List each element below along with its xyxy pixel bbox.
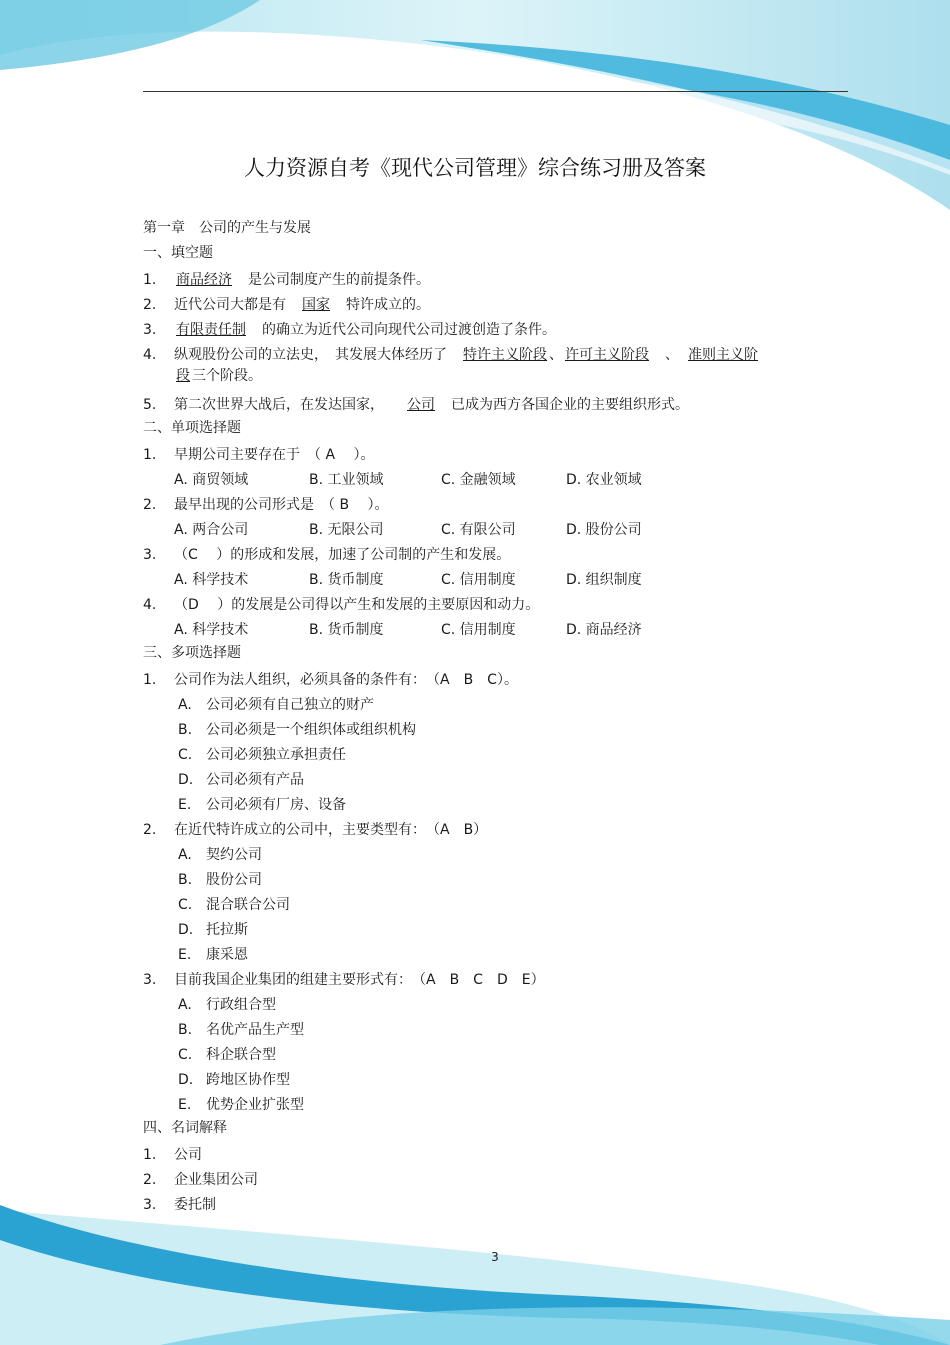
separator: 、 (665, 347, 672, 363)
option-d: D. 农业领域 (566, 472, 642, 488)
option-b: B. 货币制度 (309, 572, 384, 588)
term-text: 公司 (174, 1147, 202, 1163)
option-text: 康采恩 (206, 947, 248, 963)
option-letter: E. (178, 1097, 192, 1113)
option-letter: B. (178, 872, 193, 888)
answer-blank: 商品经济 (176, 272, 232, 288)
multi-option (143, 894, 853, 919)
page-title: 人力资源自考《现代公司管理》综合练习册及答案 (244, 156, 706, 180)
multi-option (143, 1019, 853, 1044)
answer-blank: 国家 (302, 297, 330, 313)
question-number: 3. (143, 322, 157, 338)
option-letter: A. (178, 997, 192, 1013)
option-letter: C. (178, 897, 193, 913)
option-text: 契约公司 (206, 847, 262, 863)
single-options-1 (143, 469, 853, 494)
option-text: 公司必须是一个组织体或组织机构 (206, 722, 416, 738)
single-question-1 (143, 444, 853, 469)
fill-question-5 (143, 394, 853, 419)
question-text: 纵观股份公司的立法史， 其发展大体经历了 (174, 347, 447, 363)
option-b: B. 工业领域 (309, 472, 384, 488)
multi-option (143, 844, 853, 869)
single-options-4 (143, 619, 853, 644)
question-text: （C ）的形成和发展，加速了公司制的产生和发展。 (174, 547, 511, 563)
question-text: 已成为西方各国企业的主要组织形式。 (451, 397, 689, 413)
question-text: 是公司制度产生的前提条件。 (248, 272, 430, 288)
answer-blank: 许可主义阶段 (565, 347, 649, 363)
question-number: 4. (143, 347, 157, 363)
option-text: 托拉斯 (206, 922, 248, 938)
question-text: 在近代特许成立的公司中，主要类型有： （A B） (174, 822, 488, 838)
option-a: A. 科学技术 (174, 622, 249, 638)
fill-question-1 (143, 269, 853, 294)
question-text: 第二次世界大战后，在发达国家， (174, 397, 377, 413)
question-number: 1. (143, 672, 157, 688)
multi-question-1 (143, 669, 853, 694)
option-text: 名优产品生产型 (206, 1022, 304, 1038)
option-a: A. 商贸领域 (174, 472, 249, 488)
term-item (143, 1169, 853, 1194)
option-d: D. 组织制度 (566, 572, 642, 588)
question-text: 特许成立的。 (346, 297, 430, 313)
question-number: 1. (143, 272, 157, 288)
multi-option (143, 719, 853, 744)
question-number: 1. (143, 447, 157, 463)
option-text: 公司必须有厂房、设备 (206, 797, 346, 813)
multi-option (143, 919, 853, 944)
question-text: （D ）的发展是公司得以产生和发展的主要原因和动力。 (174, 597, 540, 613)
option-letter: A. (178, 847, 192, 863)
term-item (143, 1144, 853, 1169)
question-text: 的确立为近代公司向现代公司过渡创造了条件。 (262, 322, 556, 338)
question-text: 早期公司主要存在于 （ A ）。 (174, 447, 375, 463)
option-c: C. 信用制度 (441, 622, 516, 638)
option-letter: D. (178, 922, 194, 938)
header-rule (143, 91, 848, 92)
term-number: 1. (143, 1147, 157, 1163)
term-text: 企业集团公司 (174, 1172, 258, 1188)
option-letter: A. (178, 697, 192, 713)
answer-blank: 有限责任制 (176, 322, 246, 338)
multi-question-3 (143, 969, 853, 994)
term-item (143, 1194, 853, 1219)
option-text: 混合联合公司 (206, 897, 290, 913)
multi-option (143, 994, 853, 1019)
question-number: 4. (143, 597, 157, 613)
multi-option (143, 769, 853, 794)
option-text: 行政组合型 (206, 997, 276, 1013)
section-multi-choice: 三、多项选择题 (143, 645, 241, 661)
question-number: 2. (143, 297, 157, 313)
multi-option (143, 944, 853, 969)
single-options-2 (143, 519, 853, 544)
question-number: 2. (143, 822, 157, 838)
question-text: 三个阶段。 (192, 368, 262, 384)
top-wave-mid (0, 0, 260, 70)
answer-blank: 段 (176, 368, 190, 384)
option-letter: B. (178, 722, 193, 738)
option-text: 优势企业扩张型 (206, 1097, 304, 1113)
multi-question-2 (143, 819, 853, 844)
question-text: 公司作为法人组织，必须具备的条件有： （A B C）。 (174, 672, 518, 688)
multi-option (143, 744, 853, 769)
question-number: 3. (143, 972, 157, 988)
option-a: A. 科学技术 (174, 572, 249, 588)
option-c: C. 金融领域 (441, 472, 516, 488)
term-number: 3. (143, 1197, 157, 1213)
option-letter: E. (178, 797, 192, 813)
single-question-4 (143, 594, 853, 619)
document-body (143, 217, 853, 1217)
separator: 、 (549, 347, 563, 363)
option-c: C. 有限公司 (441, 522, 516, 538)
answer-blank: 准则主义阶 (688, 347, 758, 363)
option-text: 跨地区协作型 (206, 1072, 290, 1088)
answer-blank: 公司 (407, 397, 435, 413)
single-options-3 (143, 569, 853, 594)
section-term-explanation: 四、名词解释 (143, 1120, 227, 1136)
option-letter: D. (178, 772, 194, 788)
option-letter: D. (178, 1072, 194, 1088)
question-text: 最早出现的公司形式是 （ B ）。 (174, 497, 389, 513)
option-text: 公司必须有自己独立的财产 (206, 697, 374, 713)
option-b: B. 货币制度 (309, 622, 384, 638)
option-letter: B. (178, 1022, 193, 1038)
option-d: D. 股份公司 (566, 522, 642, 538)
chapter-heading: 第一章 公司的产生与发展 (143, 220, 311, 236)
multi-option (143, 694, 853, 719)
option-d: D. 商品经济 (566, 622, 642, 638)
multi-option (143, 869, 853, 894)
section-fill-blank: 一、填空题 (143, 245, 213, 261)
option-letter: C. (178, 747, 193, 763)
question-text: 目前我国企业集团的组建主要形式有： （A B C D E） (174, 972, 545, 988)
question-text: 近代公司大都是有 (174, 297, 286, 313)
fill-question-2 (143, 294, 853, 319)
option-c: C. 信用制度 (441, 572, 516, 588)
multi-option (143, 1069, 853, 1094)
term-number: 2. (143, 1172, 157, 1188)
single-question-3 (143, 544, 853, 569)
option-text: 公司必须有产品 (206, 772, 304, 788)
question-number: 3. (143, 547, 157, 563)
section-single-choice: 二、单项选择题 (143, 420, 241, 436)
option-text: 公司必须独立承担责任 (206, 747, 346, 763)
page-number: 3 (491, 1250, 499, 1264)
single-question-2 (143, 494, 853, 519)
option-letter: C. (178, 1047, 193, 1063)
term-text: 委托制 (174, 1197, 216, 1213)
fill-question-3 (143, 319, 853, 344)
option-b: B. 无限公司 (309, 522, 384, 538)
question-number: 2. (143, 497, 157, 513)
question-number: 5. (143, 397, 157, 413)
fill-question-4-cont (143, 365, 853, 390)
multi-option (143, 1094, 853, 1119)
answer-blank: 特许主义阶段 (463, 347, 547, 363)
option-text: 科企联合型 (206, 1047, 276, 1063)
multi-option (143, 794, 853, 819)
option-a: A. 两合公司 (174, 522, 249, 538)
option-letter: E. (178, 947, 192, 963)
multi-option (143, 1044, 853, 1069)
option-text: 股份公司 (206, 872, 262, 888)
